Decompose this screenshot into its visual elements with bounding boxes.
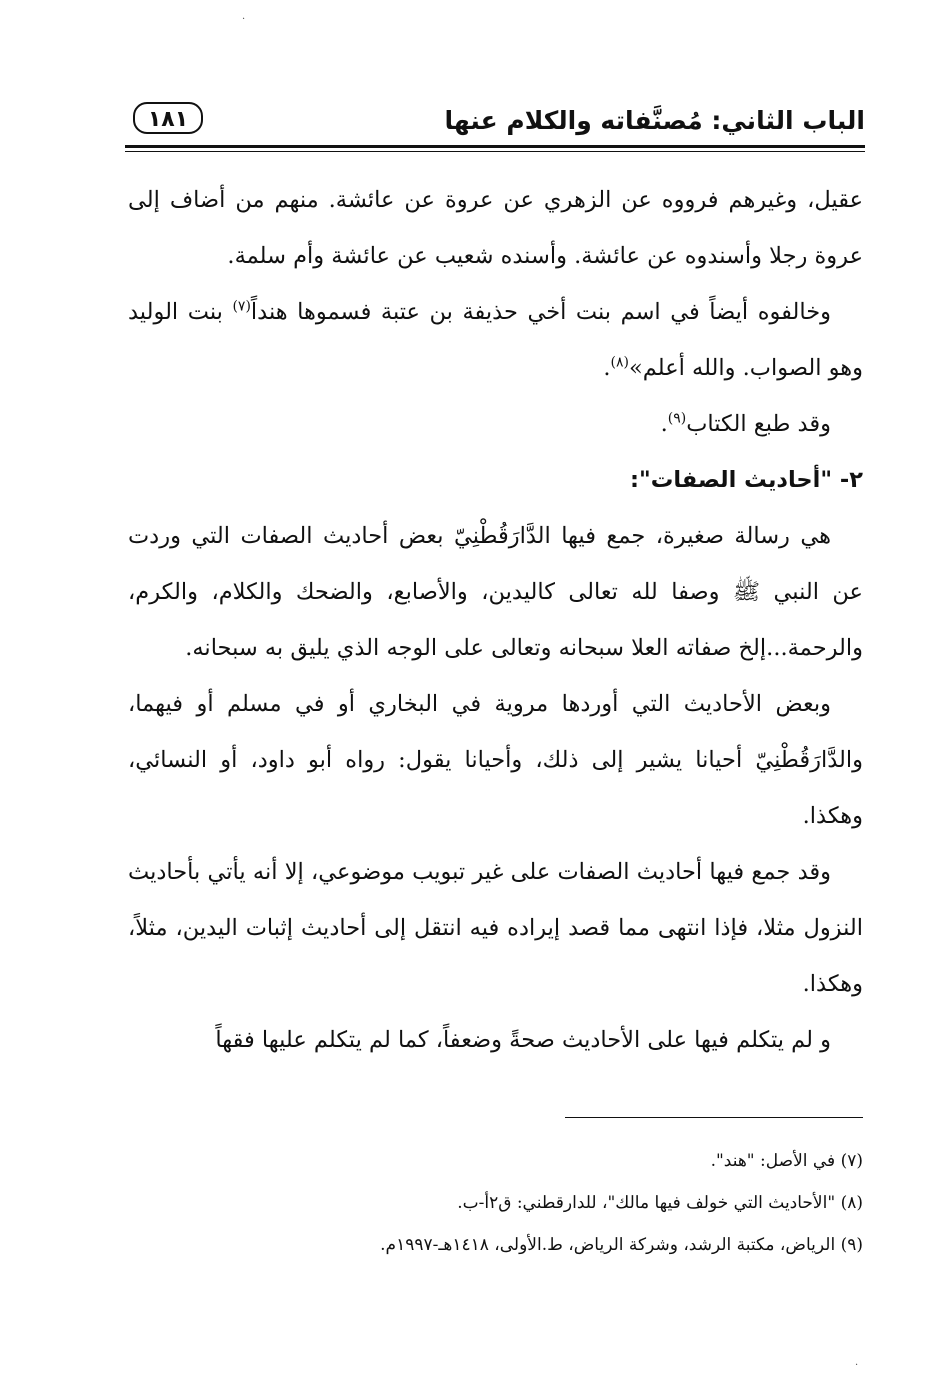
- paragraph-2-text: وخالفوه أيضاً في اسم بنت أخي حذيفة بن عتبة فسموها هنداً: [250, 299, 831, 325]
- paragraph-6: وقد جمع فيها أحاديث الصفات على غير تبويب موضوعي، إلا أنه يأتي بأحاديث النزول مثلا، فإذا انتهى مما قصد إيراده فيه انتقل إلى أحاديث إثبات اليدين، مثلاً، وهكذا.: [128, 859, 863, 997]
- paragraph-4: هي رسالة صغيرة، جمع فيها الدَّارَقُطْنِيّ بعض أحاديث الصفات التي وردت عن النبي ﷺ وصفا لله تعالى كاليدين، والأصابع، والضحك والكلام، والكرم، والرحمة...إلخ صفاته العلا سبحانه وتعالى على الوجه الذي يليق به سبحانه.: [128, 523, 863, 661]
- footnote-ref-8: (٨): [610, 354, 629, 371]
- paragraph-3-text: وقد طبع الكتاب: [686, 411, 831, 437]
- footnote-separator: [565, 1117, 863, 1118]
- scan-mark-top: ·: [242, 14, 246, 25]
- paragraph-1-line-1: عقيل، وغيرهم فرووه عن الزهري عن عروة عن عائشة. منهم من أضاف: [169, 187, 864, 213]
- header-rule-thick: [125, 145, 865, 148]
- paragraph-1-line-2: إلى عروة رجلا وأسندوه عن عائشة. وأسنده شعيب عن عائشة وأم سلمة.: [128, 187, 863, 269]
- section-heading: ٢- "أحاديث الصفات":: [630, 467, 863, 493]
- footnote-ref-9: (٩): [667, 410, 687, 427]
- paragraph-5: وبعض الأحاديث التي أوردها مروية في البخاري أو في مسلم أو فيهما، والدَّارَقُطْنِيّ أحيانا يشير إلى ذلك، وأحيانا يقول: رواه أبو داود، أو النسائي، وهكذا.: [128, 691, 863, 829]
- paragraph-3: [128, 396, 863, 452]
- footnote-ref-7: (٧): [232, 298, 251, 315]
- page-header: [125, 100, 865, 142]
- paragraph-2: [128, 284, 863, 396]
- footnote-8: (٨) "الأحاديث التي خولف فيها مالك"، للدارقطني: ق٢أ-ب.: [457, 1193, 863, 1213]
- chapter-title: الباب الثاني: مُصنَّفاته والكلام عنها: [444, 106, 865, 135]
- paragraph-2-cont: بنت الوليد وهو الصواب. والله أعلم»: [128, 299, 863, 381]
- footnotes: [128, 1140, 863, 1266]
- footnote-7: (٧) في الأصل: "هند".: [710, 1151, 863, 1171]
- footnote-9: (٩) الرياض، مكتبة الرشد، وشركة الرياض، ط.الأولى، ١٤١٨هـ-١٩٩٧م.: [380, 1235, 863, 1255]
- section-heading-row: [128, 452, 863, 508]
- page-number-badge: ١٨١: [133, 102, 203, 134]
- paragraph-3-end: .: [660, 411, 668, 437]
- paragraph-1: [128, 172, 863, 284]
- header-rule-thin: [125, 151, 865, 152]
- paragraph-2-end: .: [603, 355, 611, 381]
- body-text: [128, 172, 863, 1068]
- paragraph-7: و لم يتكلم فيها على الأحاديث صحةً وضعفاً، كما لم يتكلم عليها فقهاً: [215, 1027, 831, 1053]
- scan-mark-bottom: ·: [855, 1360, 859, 1371]
